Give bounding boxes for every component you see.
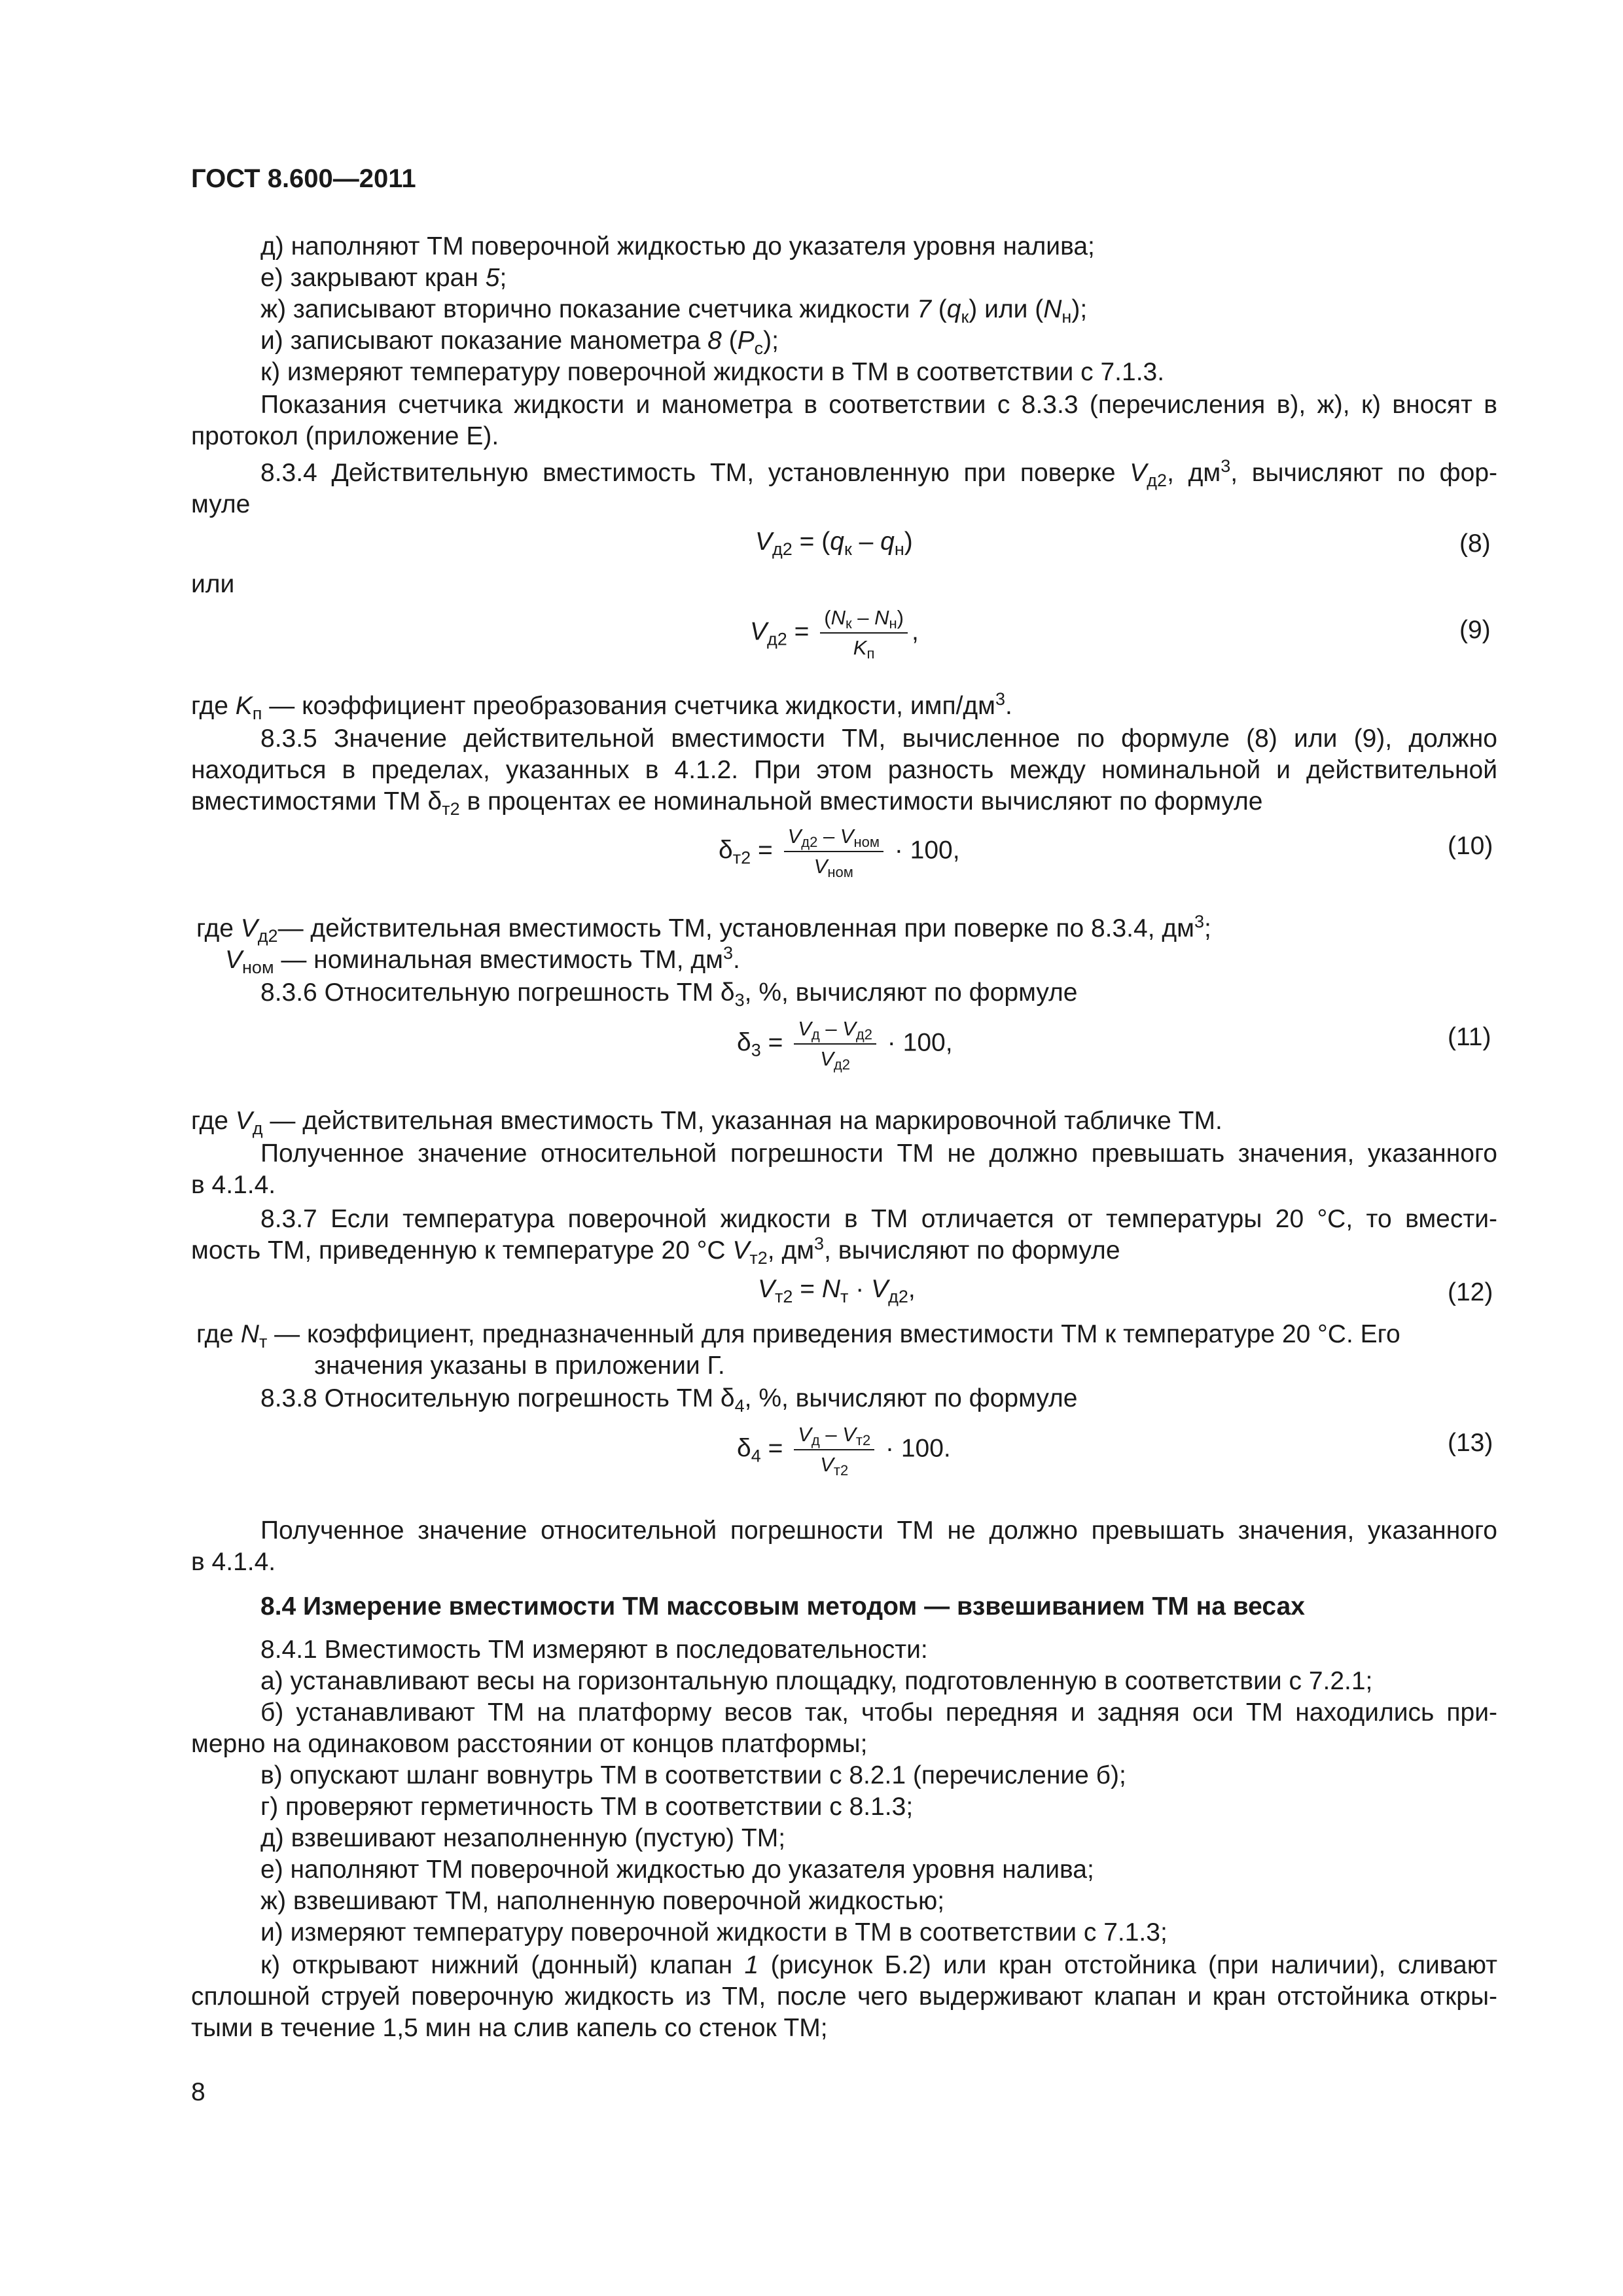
paragraph-text: Полученное значение относительной погрешности ТМ не должно превышать значения, указанного [260, 1139, 1497, 1168]
paragraph-text: где $N_т$ — коэффициент, предназначенный для приведения вместимости ТМ к температуре 20 °С. Его [196, 1320, 1400, 1352]
list-item: г) проверяют герметичность ТМ в соответствии с 8.1.3; [260, 1793, 914, 1821]
list-item: а) устанавливают весы на горизонтальную площадку, подготовленную в соответствии с 7.2.1; [260, 1667, 1373, 1695]
document-header: ГОСТ 8.600—2011 [191, 164, 416, 193]
formula-10: $\delta_{т2}$ = $\frac{V_{д2} - V_{ном}}{V_{ном}}$ · 100, [719, 825, 960, 880]
paragraph-text: $V_{ном}$ — номинальная вместимость ТМ, $дм^3$. [225, 943, 740, 977]
list-item: б) устанавливают ТМ на платформу весов так, чтобы передняя и задняя оси ТМ находились при- [260, 1698, 1497, 1727]
equation-number: (11) [1448, 1023, 1491, 1051]
formula-13: $\delta_4$ = $\frac{V_д - V_{т2}}{V_{т2}}$ · 100. [737, 1423, 951, 1479]
paragraph-text: в 4.1.4. [191, 1548, 276, 1576]
paragraph-8-3-7: 8.3.7 Если температура поверочной жидкости в ТМ отличается от температуры 20 °С, то вмести- [260, 1205, 1497, 1233]
formula-12: $V_{т2} = N_т \cdot V_{д2}$, [758, 1275, 916, 1306]
section-heading: 8.4 Измерение вместимости ТМ массовым методом — взвешиванием ТМ на весах [260, 1592, 1305, 1621]
list-item: в) опускают шланг вовнутрь ТМ в соответствии с 8.2.1 (перечисление б); [260, 1761, 1126, 1789]
list-item: д) наполняют ТМ поверочной жидкостью до указателя уровня налива; [260, 232, 1095, 260]
page-number: 8 [191, 2078, 205, 2106]
paragraph-text: вместимостями ТМ $\delta_{т2}$ в процентах ее номинальной вместимости вычисляют по формуле [191, 787, 1263, 819]
equation-number: (9) [1459, 616, 1491, 644]
paragraph-text: тыми в течение 1,5 мин на слив капель со стенок ТМ; [191, 2014, 828, 2042]
paragraph-8-4-1: 8.4.1 Вместимость ТМ измеряют в последовательности: [260, 1636, 928, 1664]
paragraph-text: сплошной струей поверочную жидкость из ТМ, после чего выдерживают клапан и кран отстойника откры- [191, 1982, 1497, 2011]
paragraph-text: где $K_п$ — коэффициент преобразования счетчика жидкости, имп/$дм^3$. [191, 689, 1012, 723]
paragraph-text: где $V_{д2}—$ действительная вместимость ТМ, установленная при поверке по 8.3.4, $дм^3$; [196, 912, 1211, 946]
paragraph-text: в 4.1.4. [191, 1171, 276, 1199]
equation-number: (12) [1448, 1278, 1493, 1306]
paragraph-8-3-8: 8.3.8 Относительную погрешность ТМ $\delta_4$, %, вычисляют по формуле [260, 1384, 1078, 1416]
equation-number: (8) [1459, 529, 1491, 558]
paragraph-text: мость ТМ, приведенную к температуре 20 °С $V_{т2}$, $дм^3$, вычисляют по формуле [191, 1234, 1120, 1268]
paragraph-text: находиться в пределах, указанных в 4.1.2. При этом разность между номинальной и действительной [191, 756, 1497, 784]
list-item: ж) записывают вторично показание счетчика жидкости 7 $(q_к)$ или $(N_н)$; [260, 295, 1088, 327]
list-item: ж) взвешивают ТМ, наполненную поверочной жидкостью; [260, 1887, 945, 1915]
list-item: мерно на одинаковом расстоянии от концов платформы; [191, 1730, 868, 1758]
paragraph-8-3-5: 8.3.5 Значение действительной вместимости ТМ, вычисленное по формуле (8) или (9), должно [260, 725, 1497, 753]
formula-11: $\delta_3$ = $\frac{V_д - V_{д2}}{V_{д2}}$ · 100, [737, 1017, 953, 1073]
paragraph-8-3-6: 8.3.6 Относительную погрешность ТМ $\delta_3$, %, вычисляют по формуле [260, 978, 1078, 1010]
equation-number: (10) [1448, 832, 1493, 860]
paragraph-8-3-4: 8.3.4 Действительную вместимость ТМ, установленную при поверке $V_{д2}$, $дм^3$, вычисляют по фор- [260, 456, 1497, 490]
list-item: е) наполняют ТМ поверочной жидкостью до указателя уровня налива; [260, 1856, 1094, 1884]
paragraph-text: значения указаны в приложении Г. [314, 1352, 725, 1380]
paragraph-text: Показания счетчика жидкости и манометра в соответствии с 8.3.3 (перечисления в), ж), к) вносят в [260, 391, 1497, 419]
list-item: и) измеряют температуру поверочной жидкости в ТМ в соответствии с 7.1.3; [260, 1918, 1168, 1946]
formula-9: $V_{д2}$ = $\frac{(N_к - N_н)}{K_п}$ , [750, 606, 919, 662]
equation-number: (13) [1448, 1429, 1493, 1457]
list-item: д) взвешивают незаполненную (пустую) ТМ; [260, 1824, 786, 1852]
list-item: к) измеряют температуру поверочной жидкости в ТМ в соответствии с 7.1.3. [260, 358, 1165, 386]
paragraph-text: муле [191, 490, 251, 518]
paragraph-text: или [191, 570, 235, 598]
paragraph-text: где $V_д$ — действительная вместимость ТМ, указанная на маркировочной табличке ТМ. [191, 1107, 1222, 1138]
paragraph-text: протокол (приложение Е). [191, 422, 499, 450]
list-item: и) записывают показание манометра 8 $(P_с)$; [260, 327, 779, 358]
formula-8: $V_{д2} = (q_к - q_н)$ [755, 528, 913, 559]
paragraph-text: Полученное значение относительной погрешности ТМ не должно превышать значения, указанного [260, 1516, 1497, 1545]
list-item: к) открывают нижний (донный) клапан 1 (рисунок Б.2) или кран отстойника (при наличии), сливают [260, 1951, 1497, 1979]
list-item: е) закрывают кран 5; [260, 264, 507, 292]
